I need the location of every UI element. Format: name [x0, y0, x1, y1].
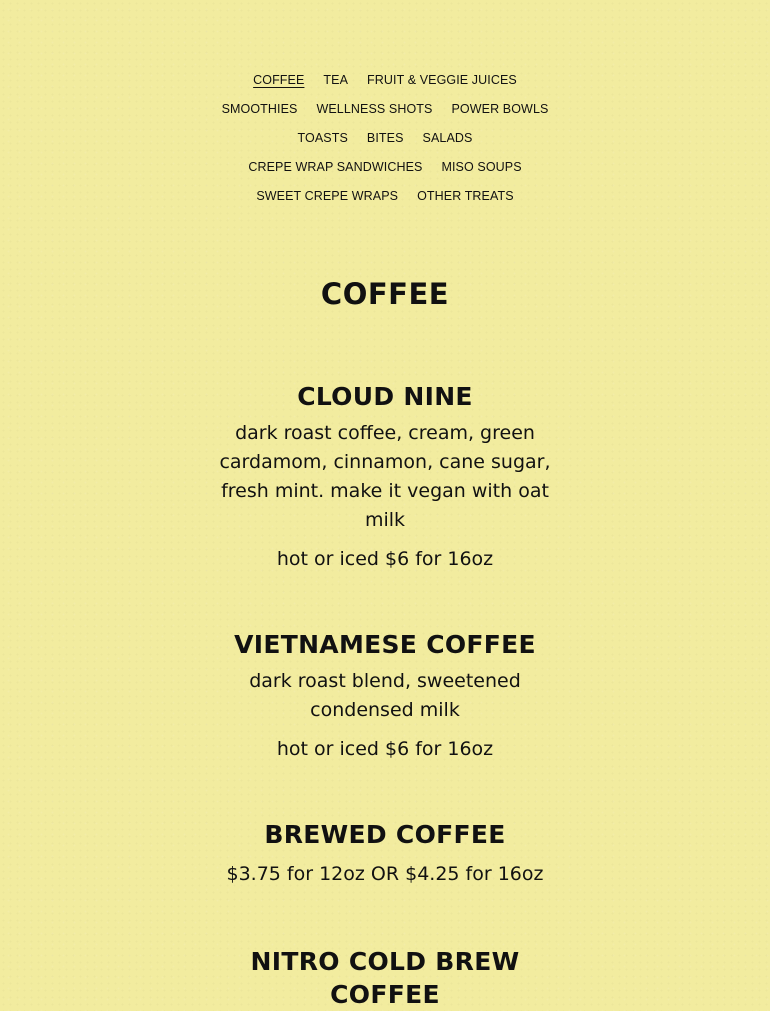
nav-row: [0, 131, 770, 160]
menu-item: [205, 628, 565, 764]
category-nav: [0, 73, 770, 218]
nav-row: [0, 73, 770, 102]
nav-link-salads[interactable]: SALADS: [422, 131, 473, 145]
nav-link-toasts[interactable]: TOASTS: [297, 131, 348, 145]
nav-link-other-treats[interactable]: OTHER TREATS: [417, 189, 514, 203]
nav-link-power-bowls[interactable]: POWER BOWLS: [451, 102, 549, 116]
nav-link-fruit-veggie-juices[interactable]: FRUIT & VEGGIE JUICES: [367, 73, 517, 87]
nav-link-bites[interactable]: BITES: [366, 131, 404, 145]
nav-row: [0, 160, 770, 189]
nav-link-smoothies[interactable]: SMOOTHIES: [221, 102, 298, 116]
menu-item: [205, 380, 565, 574]
nav-link-tea[interactable]: TEA: [323, 73, 349, 87]
menu-item-description: dark roast blend, sweetened condensed milk: [249, 670, 521, 721]
nav-link-crepe-wrap-sandwiches[interactable]: CREPE WRAP SANDWICHES: [248, 160, 423, 174]
menu-item-description: dark roast coffee, cream, green cardamom, cinnamon, cane sugar, fresh mint. make it vegan with oat milk: [219, 422, 551, 531]
menu-item: [205, 818, 565, 889]
nav-row: [0, 189, 770, 218]
menu-item-price: $3.75 for 12oz OR $4.25 for 16oz: [226, 863, 544, 885]
nav-row: [0, 102, 770, 131]
nav-link-miso-soups[interactable]: MISO SOUPS: [441, 160, 522, 174]
nav-link-coffee[interactable]: COFFEE: [253, 73, 305, 87]
nav-link-sweet-crepe-wraps[interactable]: SWEET CREPE WRAPS: [256, 189, 399, 203]
section-title: COFFEE: [320, 277, 450, 311]
menu-item-name: BREWED COFFEE: [264, 820, 506, 849]
menu-item-price: hot or iced $6 for 16oz: [276, 548, 494, 570]
menu-item-price: hot or iced $6 for 16oz: [276, 738, 494, 760]
menu-item-name: NITRO COLD BREW COFFEE: [250, 947, 520, 1009]
menu-item: [205, 945, 565, 1011]
menu-item-name: VIETNAMESE COFFEE: [234, 630, 536, 659]
menu-item-name: CLOUD NINE: [297, 382, 473, 411]
nav-link-wellness-shots[interactable]: WELLNESS SHOTS: [316, 102, 433, 116]
